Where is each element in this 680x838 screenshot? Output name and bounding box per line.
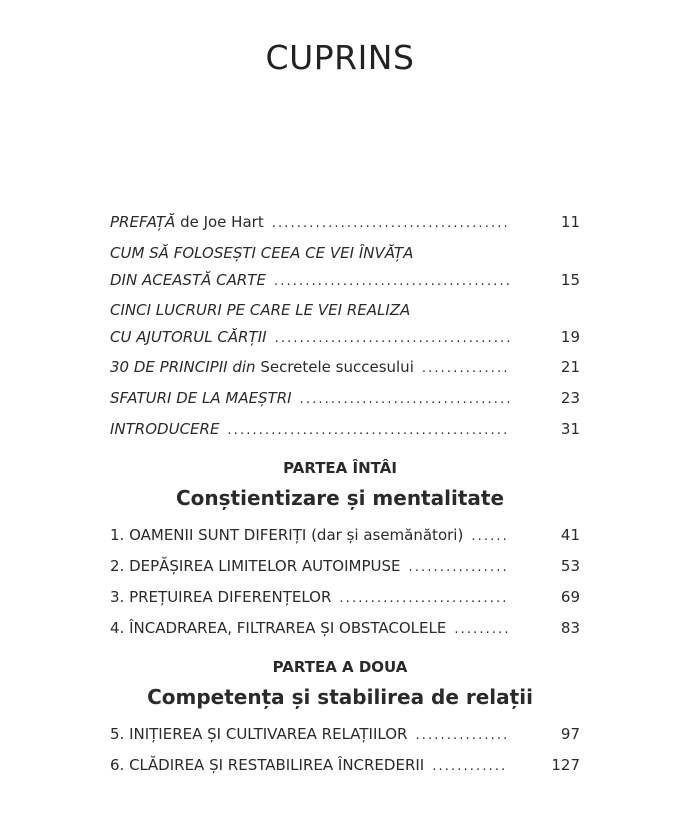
dot-leader (471, 523, 510, 550)
page-number: 127 (551, 756, 580, 774)
part-title: Conștientizare și mentalitate (175, 486, 505, 510)
part-label: PARTEA ÎNTÂI (283, 459, 397, 477)
toc-entry[interactable] (110, 209, 580, 240)
toc-entry-label: PREFAȚĂ de Joe Hart (110, 213, 264, 231)
toc-entry[interactable] (110, 615, 580, 646)
page-number: 41 (560, 526, 580, 544)
page-title: CUPRINS (265, 38, 415, 77)
dot-leader (415, 722, 510, 749)
toc-entry[interactable] (110, 385, 580, 416)
toc-entry[interactable] (110, 522, 580, 553)
dot-leader (272, 210, 510, 237)
dot-leader (300, 386, 510, 413)
page-number: 21 (560, 358, 580, 376)
page-number: 69 (560, 588, 580, 606)
page-number: 83 (560, 619, 580, 637)
page-number: 23 (560, 389, 580, 407)
toc-entry[interactable] (110, 354, 580, 385)
dot-leader (339, 585, 510, 612)
toc-entry-label: 1. OAMENII SUNT DIFERIȚI (dar și asemănători) (110, 526, 464, 544)
chapter-list (110, 522, 580, 646)
chapter-list (110, 721, 580, 783)
toc-entry[interactable] (110, 721, 580, 752)
toc-entry-label: CU AJUTORUL CĂRȚII (110, 328, 267, 346)
dot-leader (454, 616, 510, 643)
front-matter-list (110, 209, 580, 447)
toc-entry[interactable] (110, 553, 580, 584)
dot-leader (422, 355, 510, 382)
dot-leader (227, 417, 510, 444)
page-number: 19 (560, 328, 580, 346)
toc-entry-label: SFATURI DE LA MAEȘTRI (110, 389, 292, 407)
toc-entry-label: CUM SĂ FOLOSEȘTI CEEA CE VEI ÎNVĂȚA (110, 244, 414, 262)
toc-entry-label: 30 DE PRINCIPII din Secretele succesului (110, 358, 414, 376)
page-number: 97 (560, 725, 580, 743)
toc-entry-label: 3. PREȚUIREA DIFERENȚELOR (110, 588, 332, 606)
dot-leader (432, 753, 505, 780)
page-number: 53 (560, 557, 580, 575)
toc-entry[interactable] (110, 240, 580, 297)
toc-entry-label: 6. CLĂDIREA ȘI RESTABILIREA ÎNCREDERII (110, 756, 425, 774)
toc-entry[interactable] (110, 416, 580, 447)
toc-entry[interactable] (110, 752, 580, 783)
dot-leader (275, 325, 510, 352)
page-number: 15 (560, 271, 580, 289)
page-number: 31 (560, 420, 580, 438)
dot-leader (274, 268, 510, 295)
toc-entry-label: 2. DEPĂȘIREA LIMITELOR AUTOIMPUSE (110, 557, 401, 575)
toc-entry-label: 4. ÎNCADRAREA, FILTRAREA ȘI OBSTACOLELE (110, 619, 447, 637)
toc-entry[interactable] (110, 584, 580, 615)
toc-entry-label: INTRODUCERE (110, 420, 220, 438)
part-title: Competența și stabilirea de relații (147, 685, 533, 709)
part-label: PARTEA A DOUA (272, 658, 408, 676)
dot-leader (409, 554, 511, 581)
toc-entry-label: CINCI LUCRURI PE CARE LE VEI REALIZA (110, 301, 411, 319)
page-number: 11 (560, 213, 580, 231)
toc-entry-label: 5. INIȚIEREA ȘI CULTIVAREA RELAȚIILOR (110, 725, 408, 743)
toc-entry[interactable] (110, 297, 580, 354)
toc-entry-label: DIN ACEASTĂ CARTE (110, 271, 266, 289)
